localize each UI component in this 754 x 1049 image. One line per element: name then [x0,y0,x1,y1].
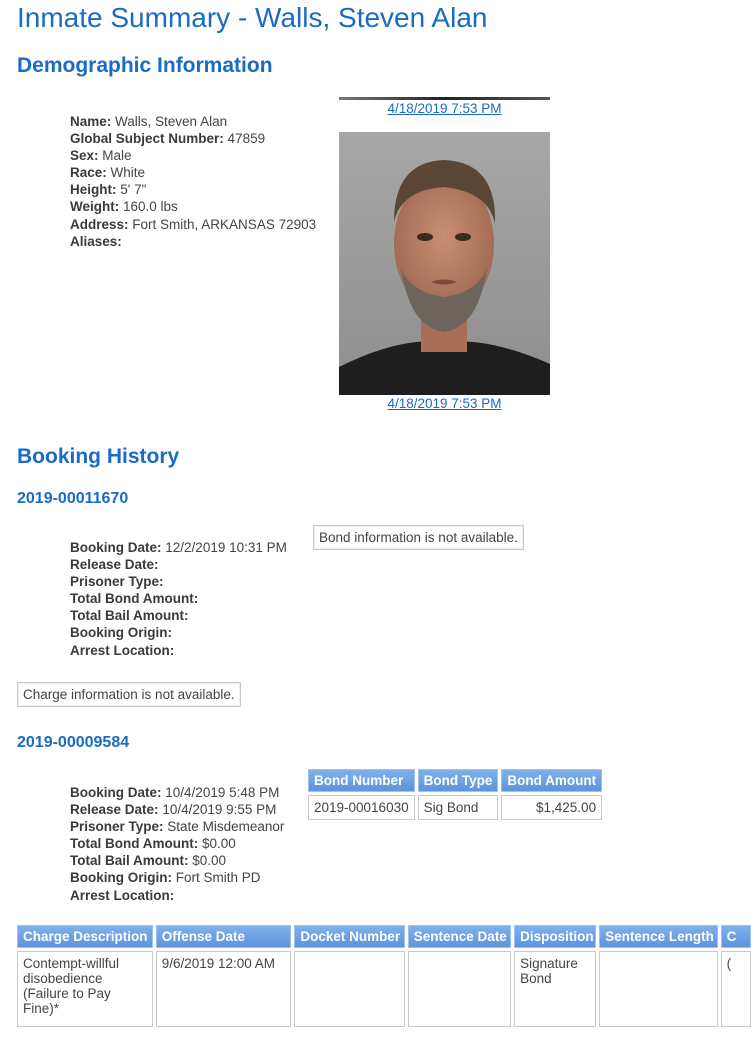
docket-number-cell [294,951,404,1027]
field-label: Total Bail Amount: [70,608,189,624]
booking-id: 2019-00009584 [17,734,130,751]
field-total-bail-amount [70,852,284,869]
field-label: Weight: [70,199,120,215]
field-value: 47859 [227,131,266,147]
field-weight [70,198,316,215]
sentence-length-cell [599,951,717,1027]
field-value: State Misdemeanor [167,819,285,835]
truncated-column-cell: ( [721,951,751,1027]
field-value: 160.0 lbs [123,199,178,215]
field-release-date [70,556,287,573]
field-label: Global Subject Number: [70,131,224,147]
bond-type-header[interactable]: Bond Type [418,769,499,792]
charge-description-cell: Contempt-willful disobedience (Failure to Pay Fine)* [17,951,153,1027]
mugshot-image [339,132,550,395]
table-row [17,951,751,1027]
field-value: Male [102,148,132,164]
field-value: Walls, Steven Alan [115,114,228,129]
demographic-heading: Demographic Information [17,54,273,77]
field-address [70,216,316,233]
photo-thumbnail-strip[interactable] [339,97,550,100]
booking-history-heading: Booking History [17,445,180,468]
bond-unavailable-message: Bond information is not available. [313,525,524,550]
field-label: Release Date: [70,557,159,573]
field-label: Prisoner Type: [70,574,164,590]
disposition-cell: Signature Bond [514,951,596,1027]
bond-number-header[interactable]: Bond Number [308,769,415,792]
field-booking-origin [70,869,284,886]
field-total-bond-amount [70,590,287,607]
field-label: Total Bail Amount: [70,853,189,869]
field-total-bond-amount [70,835,284,852]
booking-fields [70,784,284,904]
field-value: 10/4/2019 5:48 PM [165,785,280,800]
charge-table [14,922,754,1030]
field-value: 5' 7" [120,182,147,198]
offense-date-cell: 9/6/2019 12:00 AM [156,951,292,1027]
field-total-bail-amount [70,607,287,624]
field-label: Release Date: [70,802,159,818]
field-value: 10/4/2019 9:55 PM [162,802,277,818]
charge-table-viewport [14,922,737,1049]
field-value: Fort Smith, ARKANSAS 72903 [132,216,317,232]
booking-id: 2019-00011670 [17,490,129,507]
field-value: 12/2/2019 10:31 PM [165,540,287,555]
field-race [70,164,316,181]
truncated-column-header[interactable]: C [721,925,751,948]
charge-description-header[interactable]: Charge Description [17,925,153,948]
bond-table-header-row [308,769,602,792]
photo-date-link[interactable]: 4/18/2019 7:53 PM [387,101,502,116]
field-label: Booking Date: [70,540,162,555]
docket-number-header[interactable]: Docket Number [294,925,404,948]
bond-amount-cell: $1,425.00 [501,795,602,820]
field-global-subject-number [70,130,316,147]
field-value: $0.00 [192,853,227,869]
table-row [308,795,602,820]
field-label: Arrest Location: [70,642,175,658]
field-arrest-location [70,887,284,904]
field-label: Name: [70,114,112,129]
bond-table [305,766,605,823]
sentence-length-header[interactable]: Sentence Length [599,925,717,948]
charge-unavailable-message: Charge information is not available. [17,682,241,707]
field-value: Fort Smith PD [175,870,261,886]
field-height [70,181,316,198]
page-title: Inmate Summary - Walls, Steven Alan [17,2,488,33]
demographic-fields [70,113,316,250]
field-sex [70,147,316,164]
field-aliases [70,233,316,250]
field-prisoner-type [70,573,287,590]
mugshot-photo[interactable] [339,132,550,395]
field-label: Sex: [70,148,99,164]
field-label: Arrest Location: [70,887,175,903]
field-label: Race: [70,165,107,181]
field-label: Booking Date: [70,785,162,800]
photo-date-link[interactable]: 4/18/2019 7:53 PM [387,396,502,411]
bond-number-cell: 2019-00016030 [308,795,415,820]
field-label: Height: [70,182,117,198]
field-value: $0.00 [201,836,236,852]
field-label: Total Bond Amount: [70,836,199,852]
field-label: Aliases: [70,233,122,249]
charge-table-header-row [17,925,751,948]
field-value: White [110,165,146,181]
sentence-date-cell [408,951,511,1027]
field-label: Booking Origin: [70,870,172,886]
field-label: Address: [70,216,129,232]
field-prisoner-type [70,818,284,835]
field-label: Booking Origin: [70,625,172,641]
field-name [70,113,316,130]
disposition-header[interactable]: Disposition [514,925,596,948]
field-arrest-location [70,642,287,659]
offense-date-header[interactable]: Offense Date [156,925,292,948]
field-booking-date [70,539,287,556]
field-label: Prisoner Type: [70,819,164,835]
sentence-date-header[interactable]: Sentence Date [408,925,511,948]
booking-fields [70,539,287,659]
bond-type-cell: Sig Bond [418,795,499,820]
field-release-date [70,801,284,818]
field-label: Total Bond Amount: [70,591,199,607]
field-booking-date [70,784,284,801]
bond-amount-header[interactable]: Bond Amount [501,769,602,792]
field-booking-origin [70,624,287,641]
